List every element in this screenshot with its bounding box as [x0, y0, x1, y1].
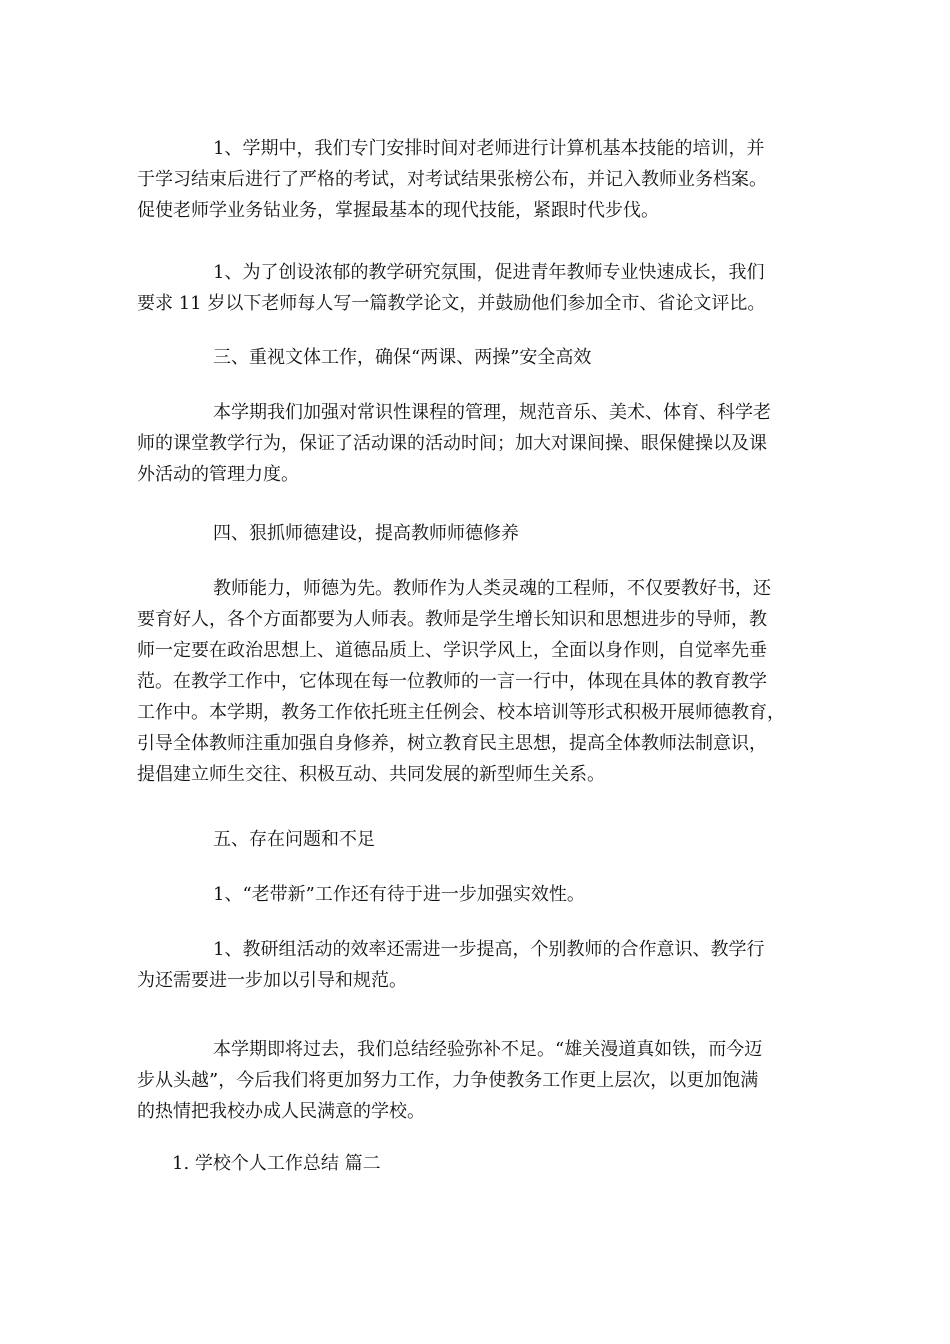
text-line: 本学期我们加强对常识性课程的管理，规范音乐、美术、体育、科学老 [213, 402, 771, 423]
section-heading-four [213, 518, 519, 549]
text-line: 要求 11 岁以下老师每人写一篇教学论文，并鼓励他们参加全市、省论文评比。 [137, 293, 766, 314]
heading-text: 三、重视文体工作，确保“两课、两操”安全高效 [213, 347, 592, 368]
paragraph-teacher-ethics [137, 573, 817, 790]
text-line: 教师能力，师德为先。教师作为人类灵魂的工程师，不仅要教好书，还 [213, 578, 771, 599]
section-title-text: 1. 学校个人工作总结 篇二 [172, 1153, 381, 1174]
heading-text: 五、存在问题和不足 [213, 829, 375, 850]
text-line: 师一定要在政治思想上、道德品质上、学识学风上，全面以身作则，自觉率先垂 [137, 640, 767, 661]
text-line: 的热情把我校办成人民满意的学校。 [137, 1101, 425, 1122]
paragraph-mentoring [213, 879, 585, 910]
text-line: 外活动的管理力度。 [137, 464, 299, 485]
text-line: 本学期即将过去，我们总结经验弥补不足。“雄关漫道真如铁，而今迈 [213, 1039, 763, 1060]
text-line: 1、“老带新”工作还有待于进一步加强实效性。 [213, 884, 585, 905]
text-line: 促使老师学业务钻业务，掌握最基本的现代技能，紧跟时代步伐。 [137, 200, 659, 221]
text-line: 为还需要进一步加以引导和规范。 [137, 970, 407, 991]
section-heading-five [213, 824, 375, 855]
paragraph-computer-training [137, 133, 817, 226]
text-line: 1、学期中，我们专门安排时间对老师进行计算机基本技能的培训，并 [213, 138, 765, 159]
text-line: 工作中。本学期，教务工作依托班主任例会、校本培训等形式积极开展师德教育， [137, 702, 785, 723]
paragraph-conclusion [137, 1034, 817, 1127]
text-line: 引导全体教师注重加强自身修养，树立教育民主思想，提高全体教师法制意识， [137, 733, 767, 754]
text-line: 范。在教学工作中，它体现在每一位教师的一言一行中，体现在具体的教育教学 [137, 671, 767, 692]
paragraph-research-group [137, 934, 817, 996]
section-heading-three [213, 342, 591, 373]
text-line: 于学习结束后进行了严格的考试，对考试结果张榜公布，并记入教师业务档案。 [137, 169, 767, 190]
section-title-part-two [172, 1148, 381, 1179]
heading-text: 四、狠抓师德建设，提高教师师德修养 [213, 523, 519, 544]
paragraph-general-courses [137, 397, 817, 490]
text-line: 1、教研组活动的效率还需进一步提高，个别教师的合作意识、教学行 [213, 939, 765, 960]
text-line: 提倡建立师生交往、积极互动、共同发展的新型师生关系。 [137, 764, 605, 785]
paragraph-teaching-research [137, 257, 817, 319]
text-line: 要育好人，各个方面都要为人师表。教师是学生增长知识和思想进步的导师，教 [137, 609, 767, 630]
text-line: 1、为了创设浓郁的教学研究氛围，促进青年教师专业快速成长，我们 [213, 262, 765, 283]
text-line: 师的课堂教学行为，保证了活动课的活动时间；加大对课间操、眼保健操以及课 [137, 433, 767, 454]
text-line: 步从头越”，今后我们将更加努力工作，力争使教务工作更上层次，以更加饱满 [137, 1070, 759, 1091]
